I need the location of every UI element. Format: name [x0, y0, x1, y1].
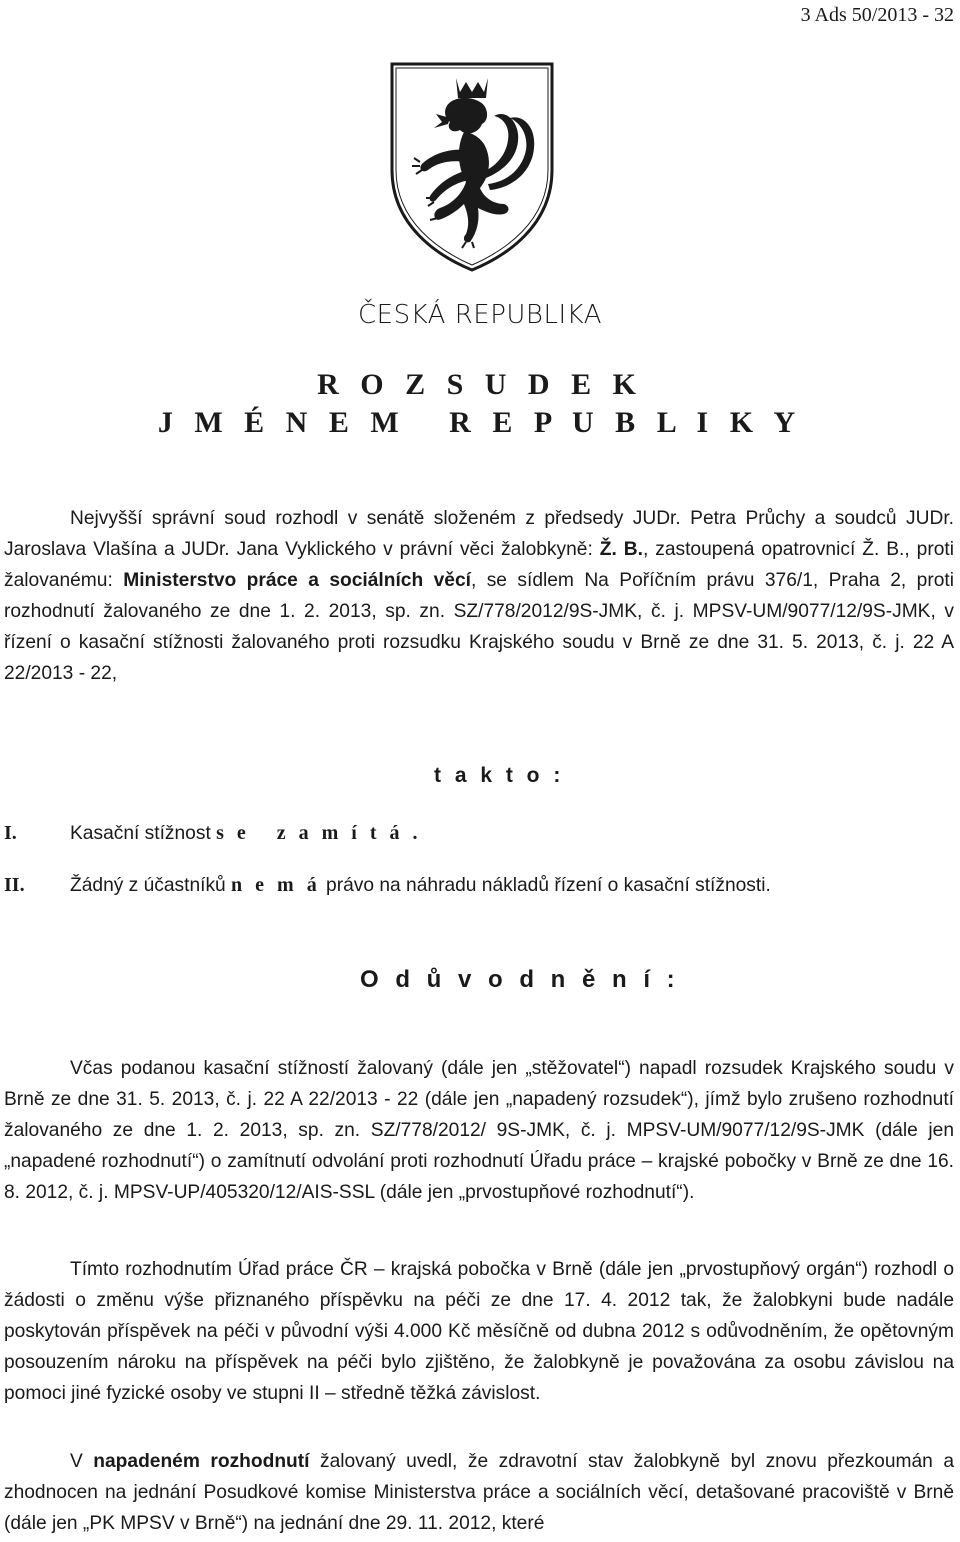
verdict-item-number: II.: [4, 874, 25, 896]
verdict-item-emphasis: n e m á: [231, 874, 321, 896]
verdict-item: [4, 874, 771, 897]
verdict-subtitle: J M É N E M R E P U B L I K Y: [157, 406, 803, 439]
reasoning-paragraph-1: Včas podanou kasační stížností žalovaný (dále jen „stěžovatel“) napadl rozsudek Krajského soudu v Brně ze dne 31. 5. 2013, č. j. 22 A 22/2013 - 22 (dále jen „napadený rozsudek“), jímž bylo zrušeno rozhodnutí žalovaného ze dne 1. 2. 2013, sp. zn. SZ/778/2012/ 9S-JMK, č. j. MPSV-UM/9077/12/9S-JMK (dále jen „napadené rozhodnutí“) o zamítnutí odvolání proti rozhodnutí Úřadu práce – krajské pobočky v Brně ze dne 16. 8. 2012, č. j. MPSV-UP/405320/12/AIS-SSL (dále jen „prvostupňové rozhodnutí“).: [4, 1058, 954, 1203]
reasoning-paragraph-2: Tímto rozhodnutím Úřad práce ČR – krajská pobočka v Brně (dále jen „prvostupňový orgán“) rozhodl o žádosti o změnu výše přiznaného příspěvku na péči ze dne 17. 4. 2012 tak, že žalobkyni bude nadále poskytován příspěvek na péči v původní výši 4.000 Kč měsíčně od dubna 2012 s odůvodněním, že opětovným posouzením nároku na příspěvek na péči bylo zjištěno, že žalobkyně je považována za osobu závislou na pomoci jiné fyzické osoby ve stupni II – středně těžká závislost.: [4, 1259, 954, 1404]
reasoning-paragraph-3: [4, 1446, 954, 1539]
verdict-item-number: I.: [4, 822, 17, 844]
reasoning-heading: O d ů v o d n ě n í :: [360, 966, 680, 993]
intro-text-2: , zastoupená opatrovnicí Ž. B., proti žalovanému:: [4, 539, 954, 591]
country-name: ČESKÁ REPUBLIKA: [358, 300, 602, 330]
reasoning-p3-bold: napadeném rozhodnutí: [93, 1451, 310, 1472]
file-reference: 3 Ads 50/2013 - 32: [800, 4, 954, 26]
intro-paragraph: [4, 503, 954, 689]
verdict-item: [4, 822, 422, 845]
intro-text-3: , se sídlem Na Poříčním právu 376/1, Praha 2, proti rozhodnutí žalovaného ze dne 1. 2. 2013, sp. zn. SZ/778/2012/9S-JMK, č. j. MPSV-UM/9077/12/9S-JMK, v řízení o kasační stížnosti žalovaného proti rozsudku Krajského soudu v Brně ze dne 31. 5. 2013, č. j. 22 A 22/2013 - 22,: [4, 570, 954, 684]
czech-lion-coat-of-arms-icon: [386, 58, 558, 274]
reasoning-p3-text-1: V: [70, 1451, 94, 1472]
verdict-title: R O Z S U D E K: [317, 368, 643, 401]
verdict-item-emphasis: s e z a m í t á .: [216, 822, 422, 844]
defendant-name: Ministerstvo práce a sociálních věcí: [123, 570, 471, 591]
verdict-item-text: Žádný z účastníků: [70, 875, 232, 896]
plaintiff-name: Ž. B.: [599, 539, 643, 560]
verdict-item-text: Kasační stížnost: [70, 823, 217, 844]
verdict-item-text-after: právo na náhradu nákladů řízení o kasační stížnosti.: [320, 875, 771, 896]
intro-text-1: Nejvyšší správní soud rozhodl v senátě složeném z předsedy JUDr. Petra Průchy a soudců JUDr. Jaroslava Vlašína a JUDr. Jana Vyklického v právní věci žalobkyně:: [4, 508, 954, 560]
reasoning-p3-text-2: žalovaný uvedl, že zdravotní stav žalobkyně byl znovu přezkoumán a zhodnocen na jednání Posudkové komise Ministerstva práce a sociálních věcí, detašované pracoviště v Brně (dále jen „PK MPSV v Brně“) na jednání dne 29. 11. 2012, které: [4, 1451, 954, 1534]
takto-heading: t a k t o :: [434, 764, 565, 787]
